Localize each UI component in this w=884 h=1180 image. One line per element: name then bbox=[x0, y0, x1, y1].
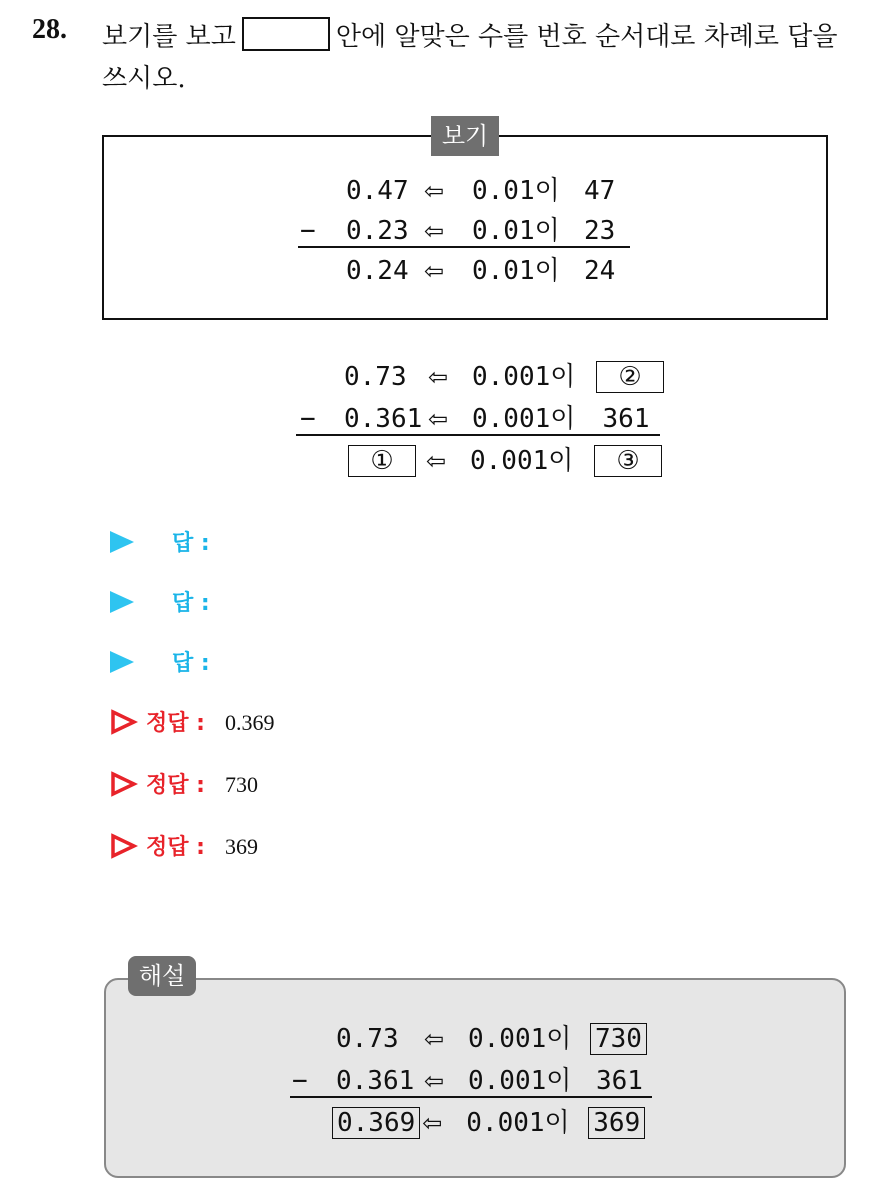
solution-row-3-count: 369 bbox=[588, 1107, 645, 1139]
left-arrow-icon: ⇦ bbox=[424, 1067, 445, 1095]
problem-row-2-num: 0.361 bbox=[344, 404, 423, 434]
example-row-1 bbox=[300, 170, 615, 207]
solution-row-2-num: 0.361 bbox=[336, 1066, 415, 1096]
example-row-3-unit: 0.01이 bbox=[472, 256, 560, 286]
example-row-3-num: 0.24 bbox=[346, 256, 409, 286]
problem-divider bbox=[296, 434, 660, 436]
blank-box-icon bbox=[242, 17, 330, 51]
solution-row-1-count: 730 bbox=[590, 1023, 647, 1055]
solution-row-1 bbox=[292, 1018, 647, 1055]
question-text-before: 보기를 보고 bbox=[102, 22, 236, 52]
play-triangle-icon bbox=[110, 651, 134, 673]
solution-row-3-unit: 0.001이 bbox=[466, 1108, 570, 1138]
outline-triangle-icon bbox=[110, 833, 138, 859]
problem-row-2-unit: 0.001이 bbox=[472, 404, 576, 434]
example-row-2-unit: 0.01이 bbox=[472, 216, 560, 246]
left-arrow-icon: ⇦ bbox=[428, 363, 449, 391]
play-triangle-icon bbox=[110, 531, 134, 553]
left-arrow-icon: ⇦ bbox=[424, 1025, 445, 1053]
answer-line-1[interactable] bbox=[110, 526, 210, 557]
minus-sign: − bbox=[300, 216, 316, 246]
solution-row-1-num: 0.73 bbox=[336, 1024, 399, 1054]
correct-label: 정답 : bbox=[146, 835, 205, 860]
problem-row-3 bbox=[300, 440, 662, 477]
left-arrow-icon: ⇦ bbox=[428, 405, 449, 433]
left-arrow-icon: ⇦ bbox=[424, 257, 445, 285]
correct-value: 0.369 bbox=[224, 710, 275, 735]
left-arrow-icon: ⇦ bbox=[424, 177, 445, 205]
correct-answer-3 bbox=[110, 830, 258, 861]
correct-answer-1 bbox=[110, 706, 274, 737]
example-divider bbox=[298, 246, 630, 248]
left-arrow-icon: ⇦ bbox=[426, 447, 447, 475]
left-arrow-icon: ⇦ bbox=[422, 1109, 443, 1137]
correct-value: 369 bbox=[224, 834, 258, 859]
problem-row-1-num: 0.73 bbox=[344, 362, 407, 392]
play-triangle-icon bbox=[110, 591, 134, 613]
blank-1-box: ① bbox=[348, 445, 416, 477]
example-row-1-num: 0.47 bbox=[346, 176, 409, 206]
solution-row-3-num: 0.369 bbox=[332, 1107, 420, 1139]
answer-label: 답 : bbox=[172, 591, 210, 616]
correct-value: 730 bbox=[224, 772, 258, 797]
minus-sign: − bbox=[300, 404, 316, 434]
question-text-after: 안에 알맞은 수를 번호 순서대로 차례로 답을 bbox=[335, 22, 838, 52]
answer-line-2[interactable] bbox=[110, 586, 210, 617]
blank-2-box: ② bbox=[596, 361, 664, 393]
example-row-3-count: 24 bbox=[584, 256, 616, 286]
example-row-1-unit: 0.01이 bbox=[472, 176, 560, 206]
answer-label: 답 : bbox=[172, 531, 210, 556]
outline-triangle-icon bbox=[110, 771, 138, 797]
example-row-1-count: 47 bbox=[584, 176, 616, 206]
solution-row-2-count: 361 bbox=[596, 1066, 643, 1096]
problem-row-1-unit: 0.001이 bbox=[472, 362, 576, 392]
correct-label: 정답 : bbox=[146, 773, 205, 798]
outline-triangle-icon bbox=[110, 709, 138, 735]
example-row-3 bbox=[300, 250, 615, 287]
question-text-line2: 쓰시오. bbox=[102, 64, 186, 94]
correct-label: 정답 : bbox=[146, 711, 205, 736]
problem-row-1 bbox=[300, 356, 664, 393]
example-row-2-num: 0.23 bbox=[346, 216, 409, 246]
solution-row-2 bbox=[292, 1060, 643, 1097]
problem-row-2 bbox=[300, 398, 656, 435]
problem-row-2-count: 361 bbox=[602, 404, 650, 434]
left-arrow-icon: ⇦ bbox=[424, 217, 445, 245]
minus-sign: − bbox=[292, 1066, 308, 1096]
solution-row-3 bbox=[292, 1102, 645, 1139]
example-label: 보기 bbox=[431, 116, 499, 156]
example-row-2 bbox=[300, 210, 615, 247]
example-row-2-count: 23 bbox=[584, 216, 616, 246]
solution-label: 해설 bbox=[128, 956, 196, 996]
question-number: 28. bbox=[32, 14, 67, 45]
solution-row-1-unit: 0.001이 bbox=[468, 1024, 572, 1054]
problem-row-3-unit: 0.001이 bbox=[470, 446, 574, 476]
blank-3-box: ③ bbox=[594, 445, 662, 477]
solution-divider bbox=[290, 1096, 652, 1098]
answer-line-3[interactable] bbox=[110, 646, 210, 677]
solution-row-2-unit: 0.001이 bbox=[468, 1066, 572, 1096]
answer-label: 답 : bbox=[172, 651, 210, 676]
question-text-line1 bbox=[102, 16, 838, 53]
correct-answer-2 bbox=[110, 768, 258, 799]
